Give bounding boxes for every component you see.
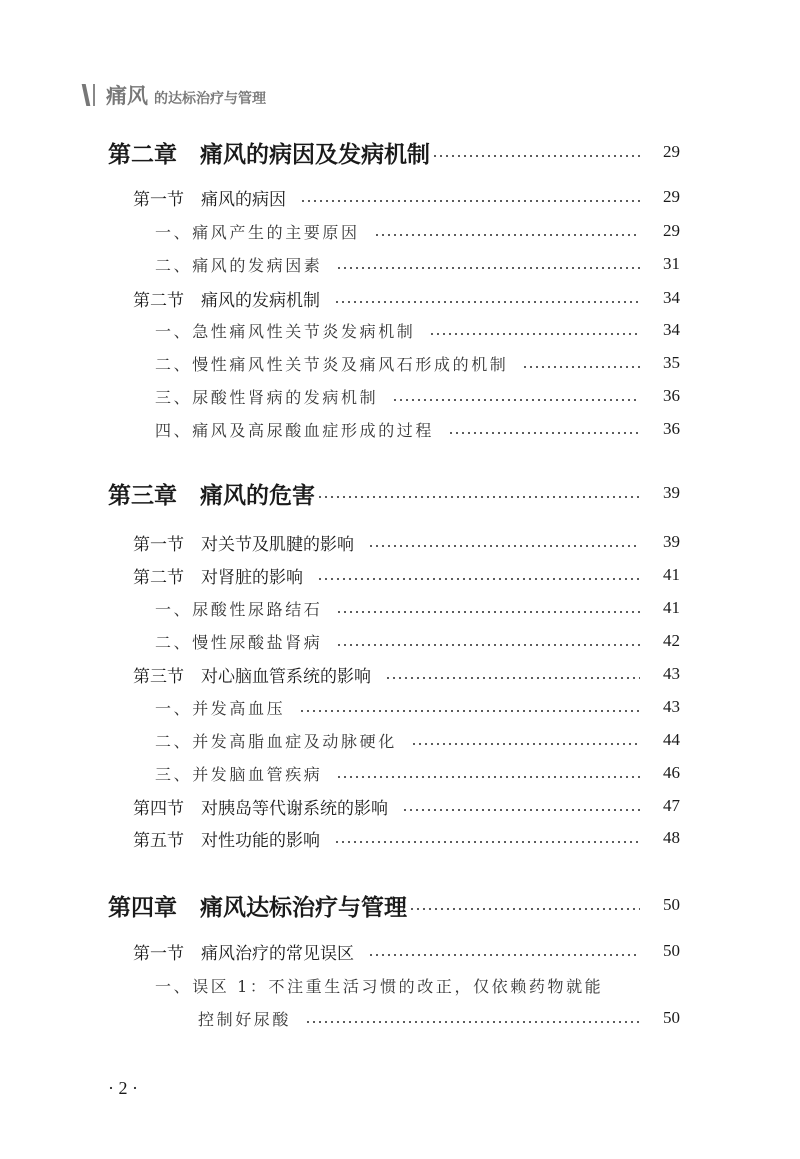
toc-item: [155, 249, 680, 279]
toc-page: 46: [663, 763, 680, 782]
header-title-main: 痛风: [106, 84, 148, 108]
toc-title: 一、急性痛风性关节炎发病机制: [155, 321, 416, 341]
toc-page: 31: [663, 254, 680, 273]
toc-title: 第一节 对关节及肌腱的影响: [133, 534, 354, 555]
toc-title: 三、尿酸性肾病的发病机制: [155, 387, 379, 407]
toc-leader-dots: [409, 908, 640, 910]
toc-page: 36: [663, 386, 680, 405]
toc-item: [155, 381, 680, 411]
toc-title: 控制好尿酸: [198, 1009, 292, 1029]
toc-leader-dots: [336, 267, 640, 269]
toc-section: [133, 527, 680, 557]
toc-page: 29: [663, 221, 680, 240]
header-mark-icon: [84, 84, 96, 106]
toc-leader-dots: [299, 710, 640, 712]
toc-page: 35: [663, 353, 680, 372]
toc-section: [133, 823, 680, 853]
toc-item: [198, 1003, 680, 1033]
toc-page: 47: [663, 796, 680, 815]
toc-leader-dots: [336, 776, 640, 778]
toc-page: 50: [663, 941, 680, 960]
toc-page: 44: [663, 730, 680, 749]
toc-leader-dots: [432, 155, 640, 157]
toc-title: 第二节 痛风的发病机制: [133, 290, 320, 311]
toc-leader-dots: [411, 743, 640, 745]
toc-title: 第四节 对胰岛等代谢系统的影响: [133, 798, 388, 819]
toc-page: 29: [663, 142, 680, 161]
toc-leader-dots: [336, 611, 640, 613]
toc-item: [155, 725, 680, 755]
page-number: · 2 ·: [108, 1078, 138, 1098]
toc-page: 34: [663, 320, 680, 339]
toc-leader-dots: [385, 677, 640, 679]
toc-page: 50: [663, 895, 680, 914]
toc-leader-dots: [317, 496, 640, 498]
toc-chapter: [108, 137, 680, 167]
toc-title: 第三章 痛风的危害: [108, 481, 315, 509]
toc-title: 第二章 痛风的病因及发病机制: [108, 140, 430, 168]
toc-page: 34: [663, 288, 680, 307]
toc-title: 一、尿酸性尿路结石: [155, 599, 323, 619]
toc-leader-dots: [336, 644, 640, 646]
toc-leader-dots: [374, 234, 640, 236]
toc-title: 第三节 对心脑血管系统的影响: [133, 666, 371, 687]
toc-title: 一、误区 1：不注重生活习惯的改正，仅依赖药物就能: [155, 976, 604, 996]
toc-item: [155, 758, 680, 788]
toc-chapter: [108, 478, 680, 508]
toc-page: 41: [663, 565, 680, 584]
toc-title: 第五节 对性功能的影响: [133, 830, 320, 851]
toc-title: 四、痛风及高尿酸血症形成的过程: [155, 420, 435, 440]
toc-page: 36: [663, 419, 680, 438]
toc-title: 二、痛风的发病因素: [155, 255, 323, 275]
toc-page: 41: [663, 598, 680, 617]
toc-page: 29: [663, 187, 680, 206]
running-header: [84, 80, 266, 110]
toc-title: 一、并发高血压: [155, 698, 286, 718]
toc-title: 第四章 痛风达标治疗与管理: [108, 893, 407, 921]
toc-section: [133, 283, 680, 313]
toc-leader-dots: [448, 432, 640, 434]
toc-section: [133, 560, 680, 590]
toc-item: [155, 348, 680, 378]
toc-item: [155, 414, 680, 444]
toc-leader-dots: [368, 954, 640, 956]
toc-section: [133, 936, 680, 966]
toc-page: 39: [663, 532, 680, 551]
toc-title: 三、并发脑血管疾病: [155, 764, 323, 784]
toc-title: 二、并发高脂血症及动脉硬化: [155, 731, 397, 751]
toc-leader-dots: [402, 809, 640, 811]
toc-item: [155, 315, 680, 345]
toc-item: [155, 593, 680, 623]
toc-leader-dots: [305, 1021, 640, 1023]
toc-leader-dots: [522, 366, 640, 368]
toc-page: 39: [663, 483, 680, 502]
toc-page: 50: [663, 1008, 680, 1027]
toc-leader-dots: [334, 301, 640, 303]
toc-page: 43: [663, 664, 680, 683]
toc-item: [155, 626, 680, 656]
toc-section: [133, 659, 680, 689]
toc-item: [155, 216, 680, 246]
toc-section: [133, 182, 680, 212]
toc-title: 第一节 痛风的病因: [133, 189, 286, 210]
toc-title: 二、慢性尿酸盐肾病: [155, 632, 323, 652]
toc-leader-dots: [392, 399, 640, 401]
toc-title: 第二节 对肾脏的影响: [133, 567, 303, 588]
toc-title: 二、慢性痛风性关节炎及痛风石形成的机制: [155, 354, 509, 374]
toc-leader-dots: [429, 333, 640, 335]
header-title-sub: 的达标治疗与管理: [154, 91, 266, 107]
toc-page: 42: [663, 631, 680, 650]
toc-section: [133, 791, 680, 821]
toc-page: 43: [663, 697, 680, 716]
toc-leader-dots: [368, 545, 640, 547]
toc-item: [155, 692, 680, 722]
toc-page: 48: [663, 828, 680, 847]
toc-leader-dots: [317, 578, 640, 580]
toc-title: 第一节 痛风治疗的常见误区: [133, 943, 354, 964]
toc-leader-dots: [334, 841, 640, 843]
toc-item: [155, 970, 680, 1000]
toc-leader-dots: [300, 200, 640, 202]
toc-chapter: [108, 890, 680, 920]
toc-title: 一、痛风产生的主要原因: [155, 222, 360, 242]
